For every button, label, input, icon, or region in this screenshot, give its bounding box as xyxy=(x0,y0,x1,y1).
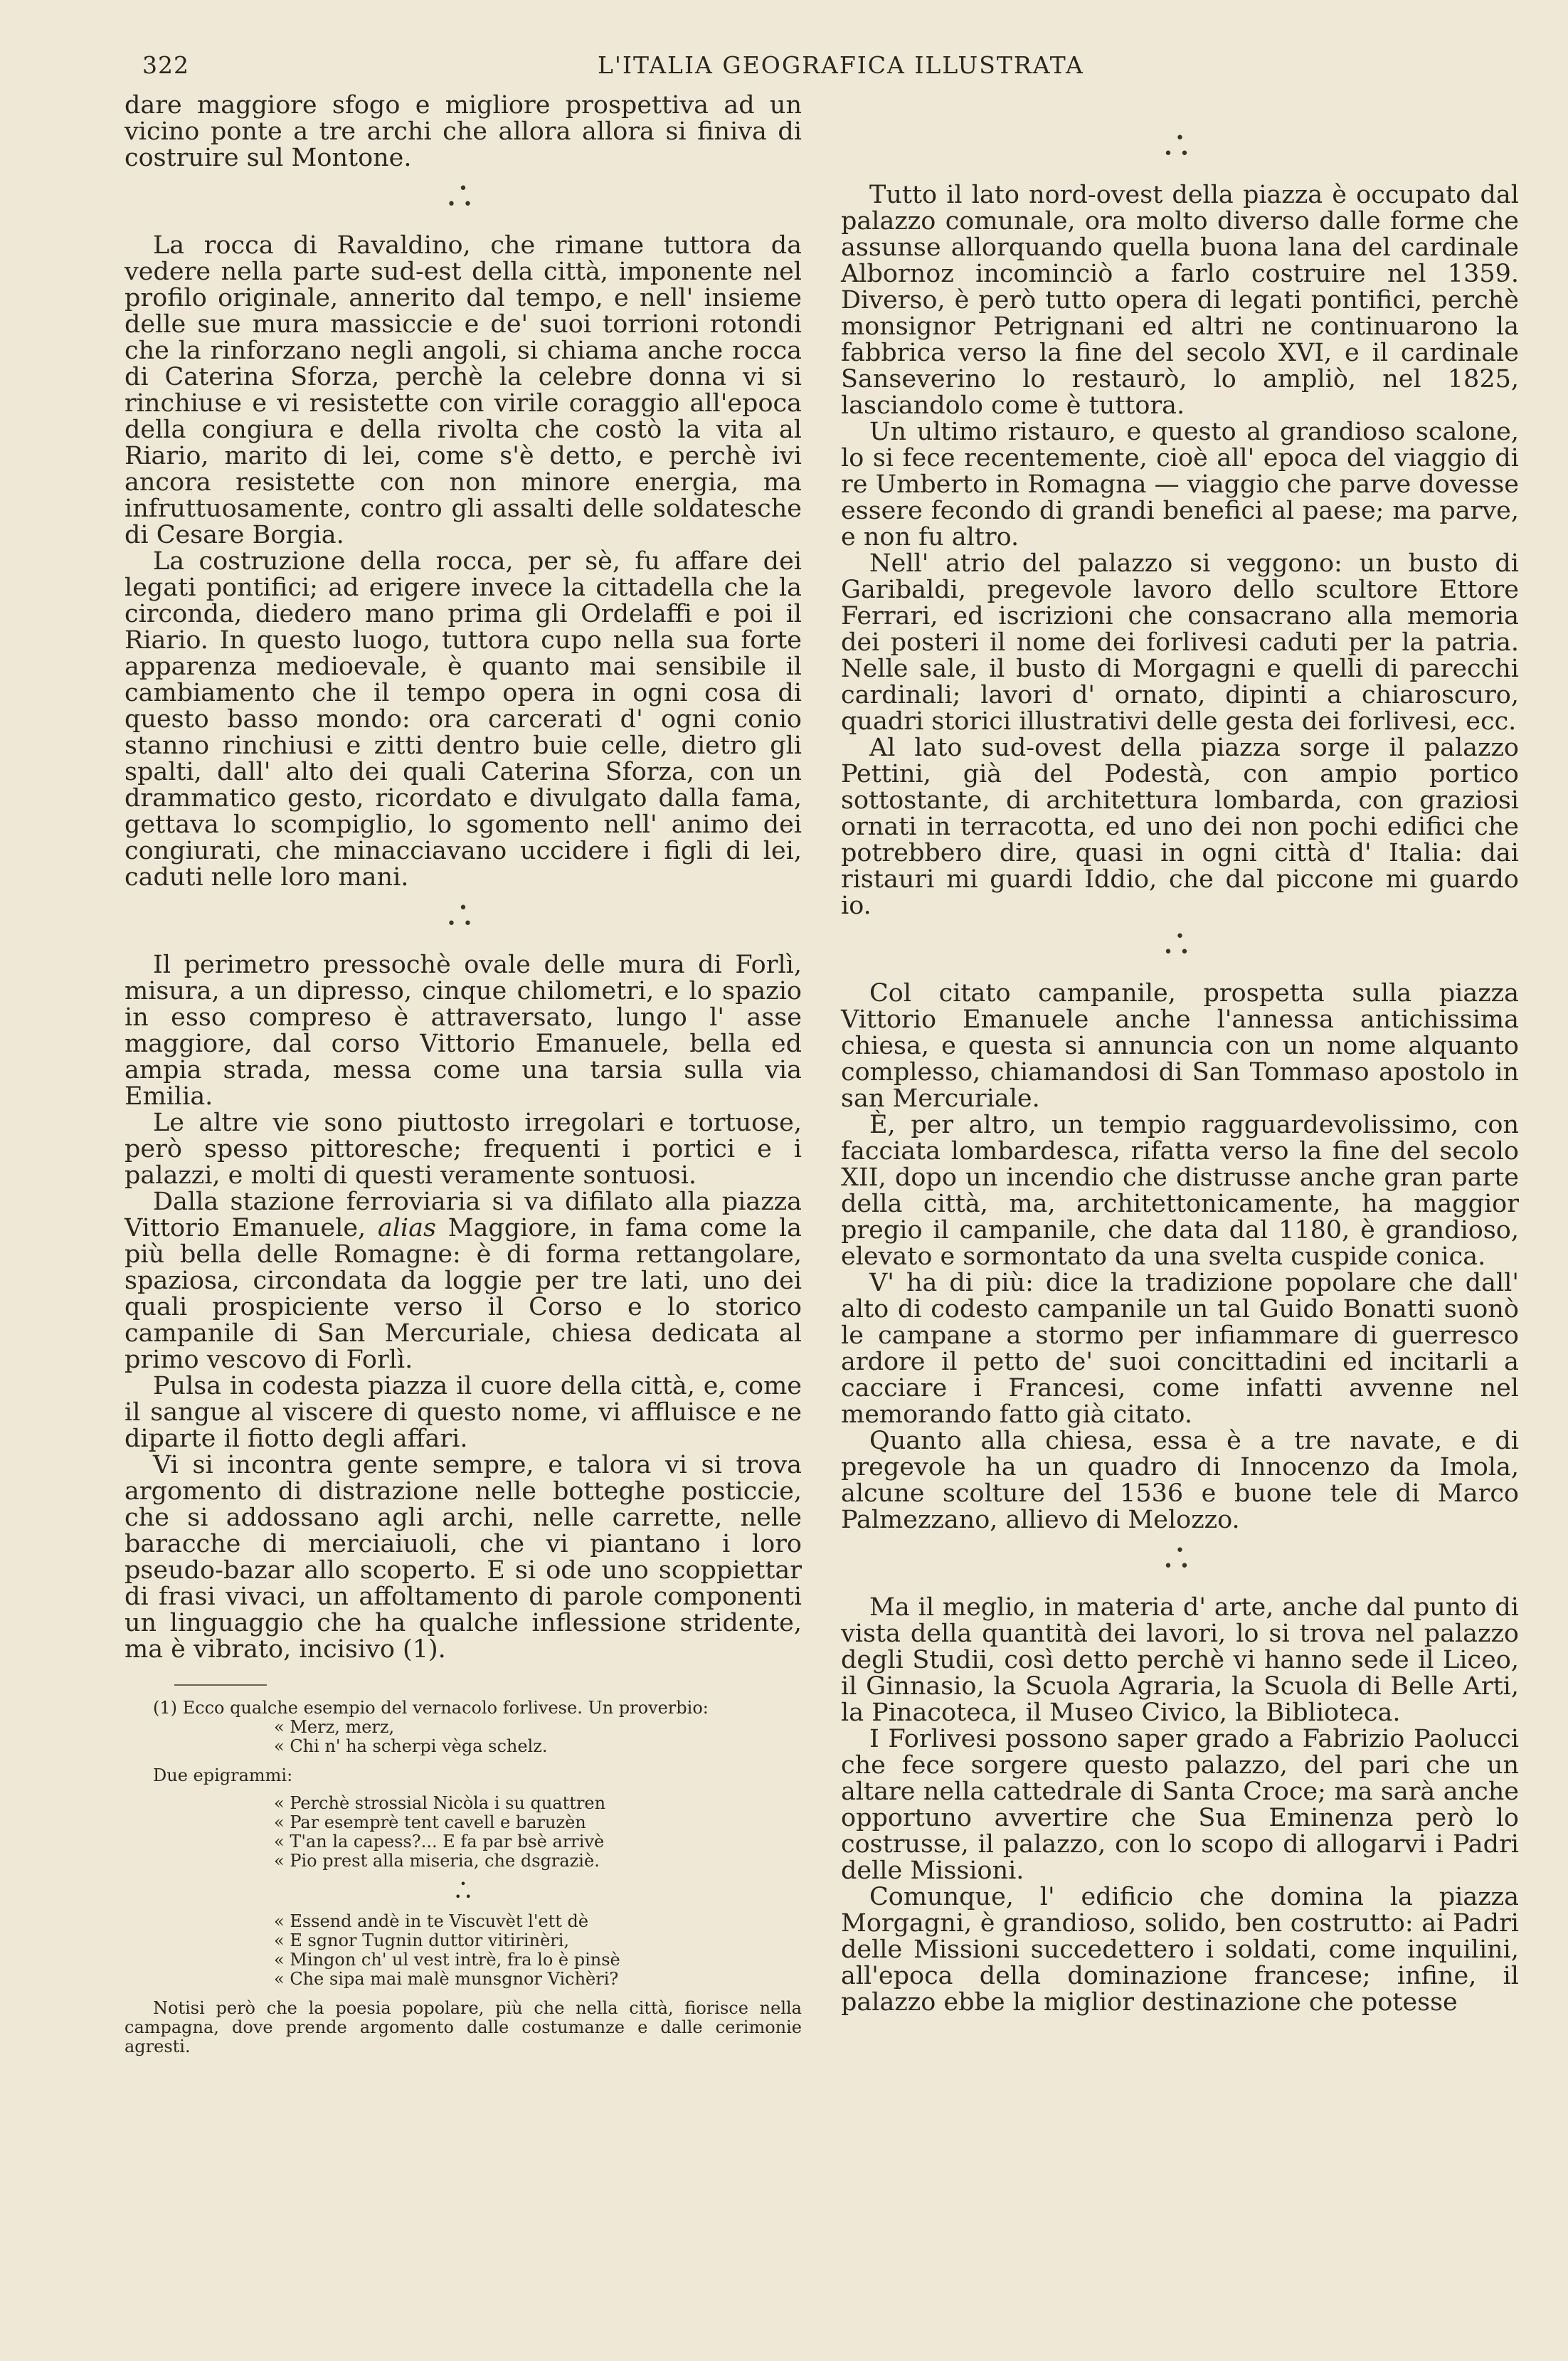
epigram-label: Due epigrammi: xyxy=(153,1765,293,1785)
paragraph: Comunque, l' edificio che domina la piazza Morgagni, è grandioso, solido, ben costrutto: ai Padri delle Missioni succedettero i soldati, come inquilini, all'epoca della dominazione francese; infine, il palazzo ebbe la miglior destinazione che potesse xyxy=(841,1883,1519,2017)
paragraph: dare maggiore sfogo e migliore prospettiva ad un vicino ponte a tre archi che allora allora si finiva di costruire sul Montone. xyxy=(125,91,802,172)
footnote-intro: (1) Ecco qualche esempio del vernacolo forlivese. Un proverbio: xyxy=(153,1698,709,1718)
paragraph: Le altre vie sono piuttosto irregolari e tortuose, però spesso pittoresche; frequenti i portici e i palazzi, e molti di questi veramente sontuosi. xyxy=(125,1109,802,1190)
footnote-rule xyxy=(174,1684,267,1686)
verse-line: « E sgnor Tugnin duttor vitirinèri, xyxy=(274,1930,569,1950)
paragraph: Quanto alla chiesa, essa è a tre navate, e di pregevole ha un quadro di Innocenzo da Imola, alcune scolture del 1536 e buone tele di Marco Palmezzano, allievo di Melozzo. xyxy=(841,1427,1519,1534)
footnote-divider-icon: • • • xyxy=(455,1877,472,1903)
verse-line: « Par esemprè tent cavell e baruzèn xyxy=(274,1812,586,1832)
right-column xyxy=(841,121,1519,2016)
verse-line: « Essend andè in te Viscuvèt l'ett dè xyxy=(274,1911,589,1931)
paragraph: È, per altro, un tempio ragguardevolissimo, con facciata lombardesca, rifatta verso la fine del secolo XII, dopo un incendio che distrusse anche gran parte della città, ma, architettonicamente, ha maggior pregio il campanile, che data dal 1180, è grandioso, elevato e sormontato da una svelta cuspide conica. xyxy=(841,1111,1519,1271)
section-divider-icon: • •• xyxy=(447,180,480,213)
verse-line: « Chi n' ha scherpi vèga schelz. xyxy=(274,1736,548,1756)
paragraph: Il perimetro pressochè ovale delle mura di Forlì, misura, a un dipresso, cinque chilometri, e lo spazio in esso compreso è attraversato, lungo l' asse maggiore, dal corso Vittorio Emanuele, bella ed ampia strada, messa come una tarsia sulla via Emilia. xyxy=(125,951,802,1111)
paragraph: Tutto il lato nord-ovest della piazza è occupato dal palazzo comunale, ora molto diverso dalle forme che assunse allorquando quella buona lana del cardinale Albornoz incominciò a farlo costruire nel 1359. Diverso, è però tutto opera di legati pontifici, perchè monsignor Petrignani ed altri ne continuarono la fabbrica verso la fine del secolo XVI, e il cardinale Sanseverino lo restaurò, lo ampliò, nel 1825, lasciandolo come è tuttora. xyxy=(841,181,1519,420)
paragraph: I Forlivesi possono saper grado a Fabrizio Paolucci che fece sorgere questo palazzo, del pari che un altare nella cattedrale di Santa Croce; ma sarà anche opportuno avvertire che Sua Eminenza però lo costrusse, il palazzo, con lo scopo di allogarvi i Padri delle Missioni. xyxy=(841,1725,1519,1885)
verse-line: « T'an la capess?... E fa par bsè arrivè xyxy=(274,1832,605,1852)
page-header xyxy=(0,51,1568,87)
paragraph: Vi si incontra gente sempre, e talora vi si trova argomento di distrazione nelle botteghe posticcie, che si addossano agli archi, nelle carrette, nelle baracche di merciaiuoli, che vi piantano i loro pseudo-bazar allo scoperto. E si ode uno scoppiettar di frasi vivaci, un affoltamento di parole componenti un linguaggio che ha qualche inflessione stridente, ma è vibrato, incisivo (1). xyxy=(125,1451,802,1664)
section-divider-icon: • •• xyxy=(1163,130,1197,163)
paragraph: V' ha di più: dice la tradizione popolare che dall' alto di codesto campanile un tal Guido Bonatti suonò le campane a stormo per infiammare di guerresco ardore il petto de' suoi concittadini ed incitarli a cacciare i Francesi, come infatti avvenne nel memorando fatto già citato. xyxy=(841,1269,1519,1429)
epigram-1 xyxy=(125,1794,802,1871)
verse-line: « Che sipa mai malè munsgnor Vichèri? xyxy=(274,1969,619,1989)
epigram-2 xyxy=(125,1912,802,1989)
footnote xyxy=(125,1699,802,2056)
verse-line: « Mingon ch' ul vest intrè, fra lo è pinsè xyxy=(274,1950,620,1970)
alias-italic: alias xyxy=(377,1214,436,1242)
running-title: L'ITALIA GEOGRAFICA ILLUSTRATA xyxy=(598,51,1084,79)
paragraph: Col citato campanile, prospetta sulla piazza Vittorio Emanuele anche l'annessa antichissima chiesa, e questa si annuncia con un nome alquanto complesso, chiamandosi di San Tommaso apostolo in san Mercuriale. xyxy=(841,979,1519,1113)
verse-line: « Perchè strossial Nicòla i su quattren xyxy=(274,1793,606,1813)
section-divider-icon: • •• xyxy=(1163,928,1197,961)
paragraph: La costruzione della rocca, per sè, fu affare dei legati pontifici; ad erigere invece la cittadella che la circonda, diedero mano prima gli Ordelaffi e poi il Riario. In questo luogo, tuttora cupo nella sua forte apparenza medioevale, è quanto mai sensibile il cambiamento che il tempo opera in ogni cosa di questo basso mondo: ora carcerati d' ogni conio stanno rinchiusi e zitti dentro buie celle, dietro gli spalti, dall' alto dei quali Caterina Sforza, con un drammatico gesto, ricordato e divulgato dalla fama, gettava lo scompiglio, lo sgomento nell' animo dei congiurati, che minacciavano uccidere i figli di lei, caduti nelle loro mani. xyxy=(125,547,802,892)
verse-line: « Merz, merz, xyxy=(274,1717,395,1737)
paragraph: Un ultimo ristauro, e questo al grandioso scalone, lo si fece recentemente, cioè all' epoca del viaggio di re Umberto in Romagna — viaggio che parve dovesse essere fecondo di grandi benefici al paese; ma parve, e non fu altro. xyxy=(841,418,1519,551)
verse-line: « Pio prest alla miseria, che dsgraziè. xyxy=(274,1851,600,1871)
paragraph: La rocca di Ravaldino, che rimane tuttora da vedere nella parte sud-est della città, imponente nel profilo originale, annerito dal tempo, e nell' insieme delle sue mura massiccie e de' suoi torrioni rotondi che la rinforzano negli angoli, si chiama anche rocca di Caterina Sforza, perchè la celebre donna vi si rinchiuse e vi resistette con virile coraggio all'epoca della congiura e della rivolta che costò la vita al Riario, marito di lei, come s'è detto, e perchè ivi ancora resistette con non minore energia, ma infruttuosamente, contro gli assalti delle soldatesche di Cesare Borgia. xyxy=(125,231,802,549)
paragraph: Al lato sud-ovest della piazza sorge il palazzo Pettini, già del Podestà, con ampio portico sottostante, di architettura lombarda, con graziosi ornati in terracotta, ed uno dei non pochi edifici che potrebbero dire, quasi in ogni città d' Italia: dai ristauri mi guardi Iddio, che dal piccone mi guardo io. xyxy=(841,734,1519,920)
paragraph: Pulsa in codesta piazza il cuore della città, e, come il sangue al viscere di questo nome, vi affluisce e ne diparte il fiotto degli affari. xyxy=(125,1372,802,1453)
paragraph: Dalla stazione ferroviaria si va difilato alla piazza Vittorio Emanuele, alias Maggiore, in fama come la più bella delle Romagne: è di forma rettangolare, spaziosa, circondata da loggie per tre lati, uno dei quali prospiciente verso il Corso e lo storico campanile di San Mercuriale, chiesa dedicata al primo vescovo di Forlì. xyxy=(125,1188,802,1374)
page-number: 322 xyxy=(142,51,189,79)
section-divider-icon: • •• xyxy=(447,899,480,933)
left-column xyxy=(125,93,802,2056)
paragraph: Nell' atrio del palazzo si veggono: un busto di Garibaldi, pregevole lavoro dello scultore Ettore Ferrari, ed iscrizioni che consacrano alla memoria dei posteri il nome dei forlivesi caduti per la patria. Nelle sale, il busto di Morgagni e quelli di parecchi cardinali; lavori d' ornato, dipinti a chiaroscuro, quadri storici illustrativi delle gesta dei forlivesi, ecc. xyxy=(841,549,1519,736)
paragraph: Ma il meglio, in materia d' arte, anche dal punto di vista della quantità dei lavori, lo si trova nel palazzo degli Studii, così detto perchè vi hanno sede il Liceo, il Ginnasio, la Scuola Agraria, la Scuola di Belle Arti, la Pinacoteca, il Museo Civico, la Biblioteca. xyxy=(841,1593,1519,1727)
section-divider-icon: • •• xyxy=(1163,1542,1197,1575)
footnote-note: Notisi però che la poesia popolare, più che nella città, fiorisce nella campagna, dove prende argomento dalle costumanze e dalle cerimonie agresti. xyxy=(125,1998,802,2056)
